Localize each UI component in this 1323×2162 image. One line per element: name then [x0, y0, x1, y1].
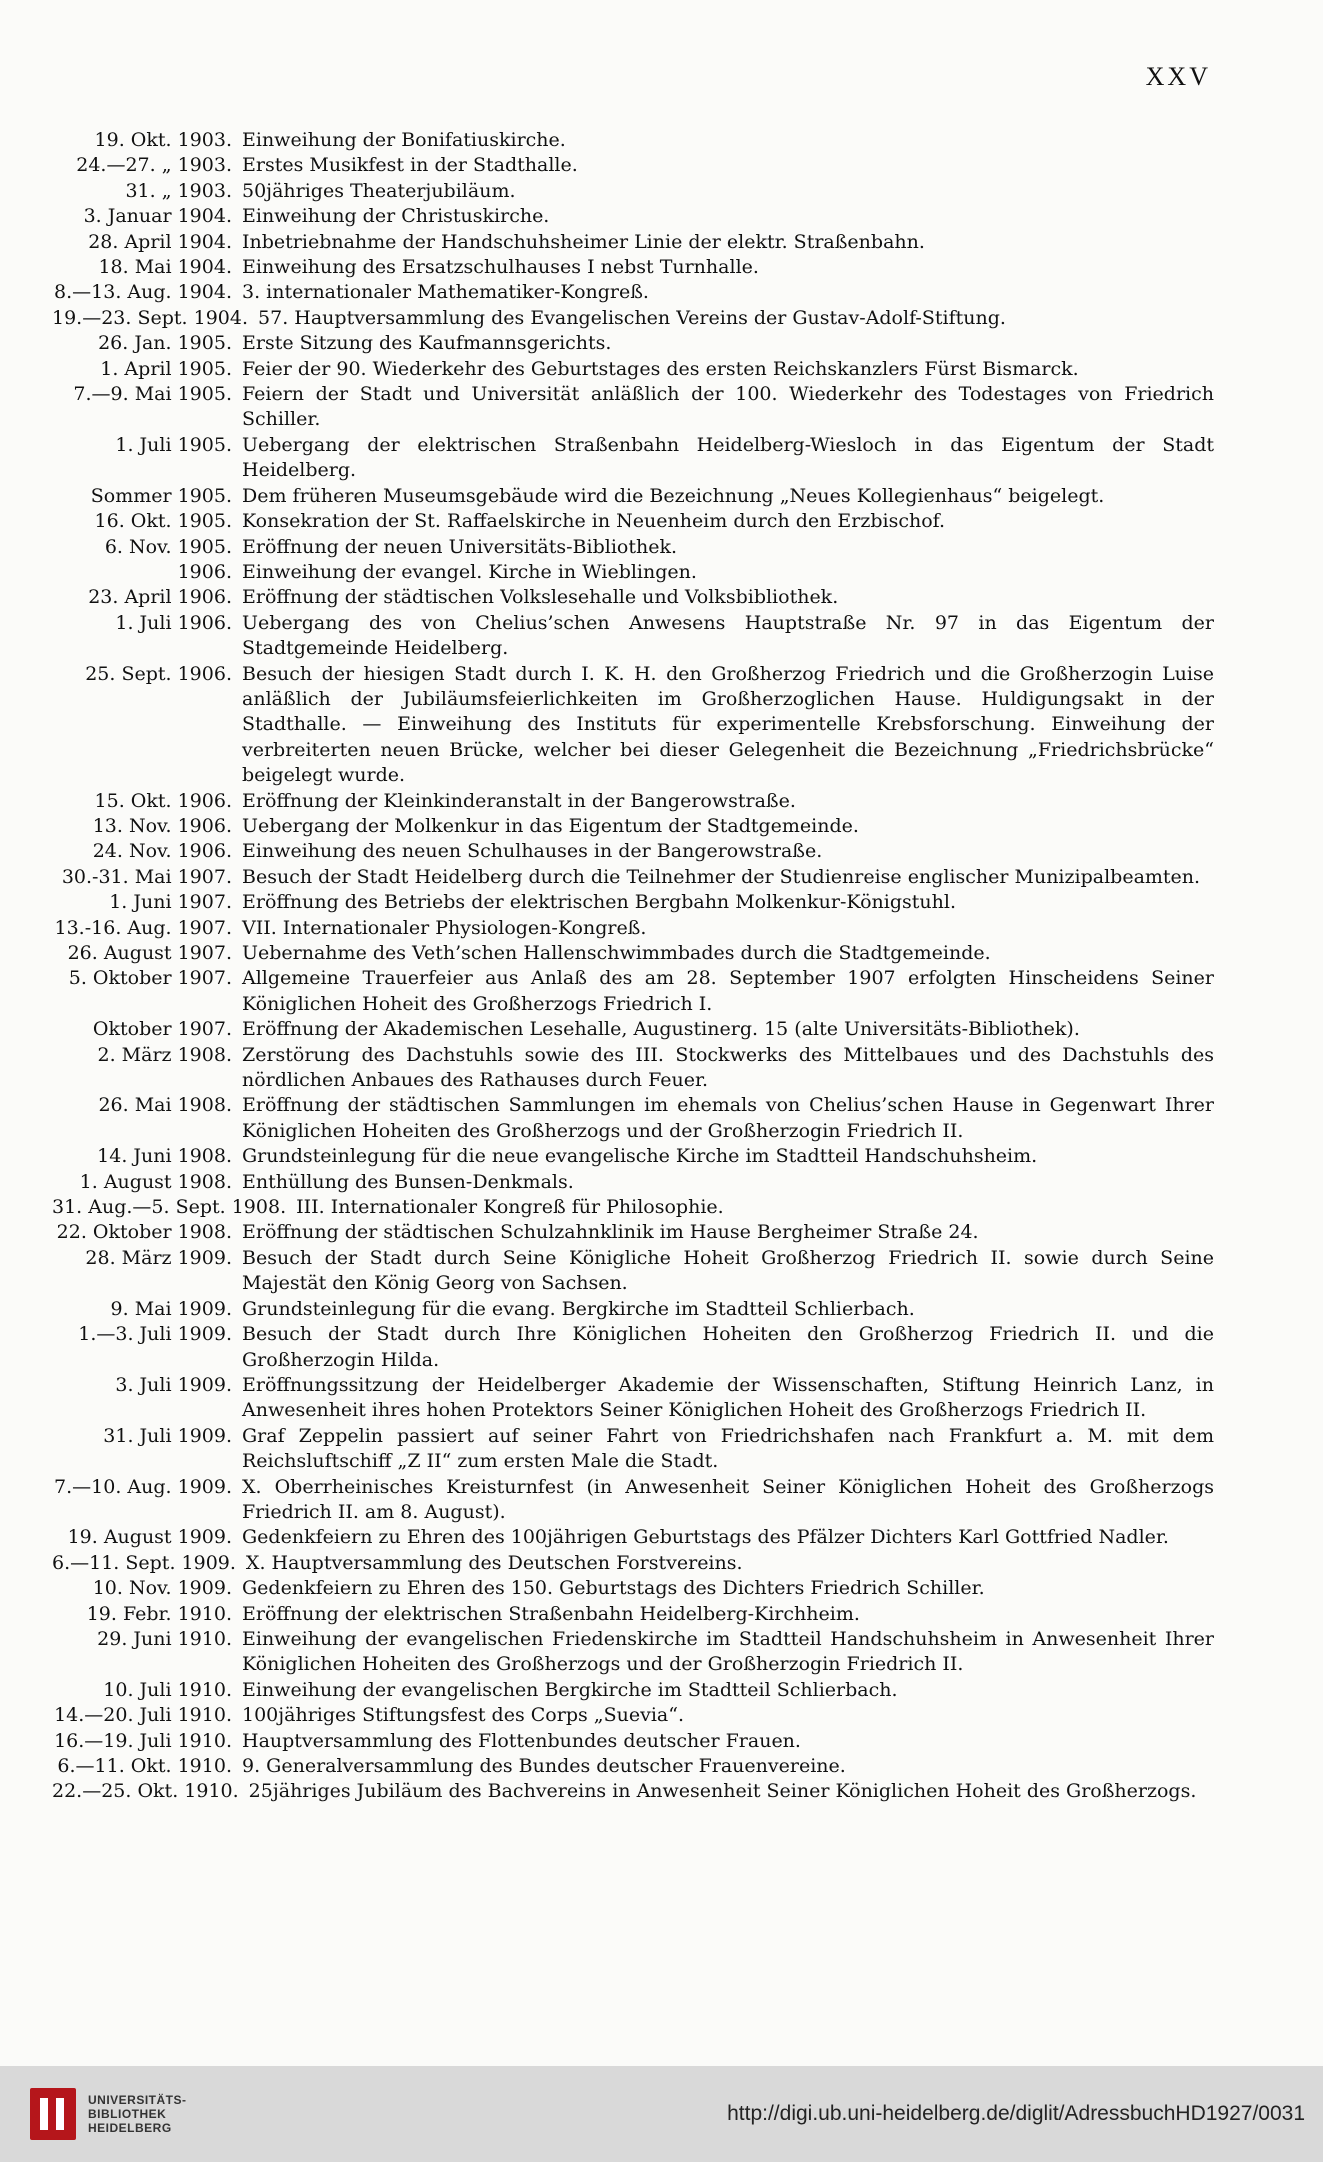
chronicle-entry	[52, 1220, 1214, 1245]
chronicle-entry	[52, 1602, 1214, 1627]
entry-text: 50jähriges Theaterjubiläum.	[242, 179, 516, 202]
entry-date: 13.-16. Aug. 1907.	[54, 916, 232, 939]
chronicle-entry	[52, 128, 1214, 153]
entry-text: Eröffnung der städtischen Sammlungen im ehemals von Chelius’schen Hause in Gegenwart Ihrer Königlichen Hoheiten des Großherzogs und der Großherzogin Friedrich II.	[242, 1094, 1214, 1142]
chronicle-entry	[52, 1322, 1214, 1373]
chronicle-entry	[52, 1729, 1214, 1754]
entry-text: Inbetriebnahme der Handschuhsheimer Linie der elektr. Straßenbahn.	[242, 230, 925, 253]
entry-date: 7.—9. Mai 1905.	[73, 383, 232, 406]
entry-text: X. Oberrheinisches Kreisturnfest (in Anwesenheit Seiner Königlichen Hoheit des Großherzogs Friedrich II. am 8. August).	[242, 1475, 1214, 1523]
chronicle-entry	[52, 509, 1214, 534]
entry-date: 10. Nov. 1909.	[92, 1577, 232, 1600]
entry-date: 13. Nov. 1906.	[92, 814, 232, 837]
entry-text: Erstes Musikfest in der Stadthalle.	[242, 154, 578, 177]
entry-date: 3. Januar 1904.	[83, 205, 232, 228]
chronicle-entry	[52, 814, 1214, 839]
entry-date: Sommer 1905.	[90, 484, 232, 507]
chronicle-entry	[52, 789, 1214, 814]
entry-text: Eröffnung der Akademischen Lesehalle, Augustinerg. 15 (alte Universitäts-Bibliothek).	[242, 1018, 1080, 1041]
chronicle-entry	[52, 1754, 1214, 1779]
chronicle-entry	[52, 1576, 1214, 1601]
entry-text: Besuch der hiesigen Stadt durch I. K. H. den Großherzog Friedrich und die Großherzogin Luise anläßlich der Jubiläumsfeierlichkeiten im Großherzoglichen Hause. Huldigungsakt in der Stadthalle. — Einweihung des Instituts für experimentelle Krebsforschung. Einweihung der verbreiterten neuen Brücke, welcher bei dieser Gelegenheit die Bezeichnung „Friedrichsbrücke“ beigelegt wurde.	[242, 662, 1214, 787]
entry-date: 24.—27. „ 1903.	[76, 154, 232, 177]
chronicle-entry	[52, 433, 1214, 484]
entry-date: 30.-31. Mai 1907.	[61, 865, 232, 888]
entry-date: 31. Aug.—5. Sept. 1908.	[52, 1196, 287, 1219]
chronicle-entry	[52, 306, 1214, 331]
chronicle-entry	[52, 560, 1214, 585]
entry-date: Oktober 1907.	[92, 1018, 232, 1041]
entry-date: 18. Mai 1904.	[98, 256, 232, 279]
entry-text: Einweihung der evangelischen Bergkirche im Stadtteil Schlierbach.	[242, 1678, 898, 1701]
entry-text: 9. Generalversammlung des Bundes deutscher Frauenvereine.	[242, 1755, 846, 1777]
entry-date: 19. Febr. 1910.	[86, 1602, 232, 1625]
entry-text: Eröffnung der neuen Universitäts-Bibliothek.	[242, 535, 678, 558]
entry-date: 9. Mai 1909.	[110, 1297, 232, 1320]
source-url-link[interactable]: http://digi.ub.uni-heidelberg.de/diglit/AdressbuchHD1927/0031	[727, 2102, 1305, 2125]
entry-text: Einweihung der Christuskirche.	[242, 205, 550, 228]
entry-date: 26. Mai 1908.	[98, 1094, 232, 1117]
chronicle-entry	[52, 1093, 1214, 1144]
library-logo[interactable]	[30, 2088, 187, 2140]
entry-text: 3. internationaler Mathematiker-Kongreß.	[242, 281, 649, 304]
entry-date: 1. Juli 1905.	[115, 433, 232, 456]
chronicle-entry	[52, 865, 1214, 890]
entry-date: 6. Nov. 1905.	[104, 535, 232, 558]
viewer-footer	[0, 2066, 1323, 2162]
entry-date: 24. Nov. 1906.	[92, 840, 232, 863]
chronicle-entry	[52, 1424, 1214, 1475]
entry-text: Eröffnung der Kleinkinderanstalt in der Bangerowstraße.	[242, 789, 796, 812]
chronicle-entry	[52, 1017, 1214, 1042]
chronicle-entry	[52, 1246, 1214, 1297]
entry-date: 1906.	[177, 560, 232, 583]
entry-text: Grundsteinlegung für die neue evangelische Kirche im Stadtteil Handschuhsheim.	[242, 1145, 1038, 1168]
entry-date: 14. Juni 1908.	[97, 1145, 232, 1168]
entry-text: 100jähriges Stiftungsfest des Corps „Suevia“.	[242, 1704, 685, 1727]
entry-date: 22.—25. Okt. 1910.	[52, 1780, 239, 1803]
chronicle-entry	[52, 179, 1214, 204]
entry-text: Eröffnung der städtischen Volkslesehalle und Volksbibliothek.	[242, 586, 839, 609]
entry-text: Hauptversammlung des Flottenbundes deutscher Frauen.	[242, 1729, 801, 1752]
entry-text: X. Hauptversammlung des Deutschen Forstvereins.	[245, 1551, 743, 1574]
chronicle-entry	[52, 484, 1214, 509]
logo-line: BIBLIOTHEK	[88, 2107, 167, 2121]
chronicle-entry	[52, 1551, 1214, 1576]
entry-date: 25. Sept. 1906.	[85, 662, 232, 685]
entry-text: Gedenkfeiern zu Ehren des 100jährigen Geburtstags des Pfälzer Dichters Karl Gottfried Nadler.	[242, 1526, 1169, 1549]
entry-date: 8.—13. Aug. 1904.	[54, 281, 232, 304]
entry-date: 31. „ 1903.	[125, 179, 232, 202]
entry-date: 19. Okt. 1903.	[94, 129, 232, 151]
chronicle-entry	[52, 890, 1214, 915]
chronicle-list	[52, 128, 1214, 1805]
entry-date: 6.—11. Okt. 1910.	[57, 1755, 232, 1777]
entry-date: 16.—19. Juli 1910.	[54, 1729, 232, 1752]
entry-text: Konsekration der St. Raffaelskirche in Neuenheim durch den Erzbischof.	[242, 510, 946, 533]
chronicle-entry	[52, 357, 1214, 382]
entry-text: III. Internationaler Kongreß für Philosophie.	[296, 1196, 724, 1219]
entry-text: Allgemeine Trauerfeier aus Anlaß des am 28. September 1907 erfolgten Hinscheidens Seiner Königlichen Hoheit des Großherzogs Friedrich I.	[242, 967, 1214, 1015]
entry-text: Besuch der Stadt durch Seine Königliche Hoheit Großherzog Friedrich II. sowie durch Seine Majestät den König Georg von Sachsen.	[242, 1246, 1214, 1295]
chronicle-entry	[52, 1195, 1214, 1220]
entry-text: Uebergang der elektrischen Straßenbahn Heidelberg-Wiesloch in das Eigentum der Stadt Heidelberg.	[242, 433, 1214, 482]
chronicle-entry	[52, 1703, 1214, 1728]
entry-date: 1. Juli 1906.	[115, 611, 232, 634]
entry-date: 7.—10. Aug. 1909.	[54, 1475, 232, 1498]
entry-text: Einweihung des Ersatzschulhauses I nebst Turnhalle.	[242, 256, 759, 279]
chronicle-entry	[52, 916, 1214, 941]
chronicle-entry	[52, 204, 1214, 229]
entry-date: 19. August 1909.	[67, 1526, 232, 1549]
entry-date: 26. August 1907.	[67, 942, 232, 964]
logo-line: HEIDELBERG	[88, 2121, 172, 2135]
entry-text: Feiern der Stadt und Universität anläßlich der 100. Wiederkehr des Todestages von Friedrich Schiller.	[242, 383, 1214, 431]
entry-text: Eröffnung der städtischen Schulzahnklinik im Hause Bergheimer Straße 24.	[242, 1221, 979, 1244]
entry-text: Einweihung der evangelischen Friedenskirche im Stadtteil Handschuhsheim in Anwesenheit Ihrer Königlichen Hoheiten des Großherzogs und der Großherzogin Friedrich II.	[242, 1627, 1214, 1676]
entry-date: 1. Juni 1907.	[109, 891, 232, 914]
chronicle-entry	[52, 153, 1214, 178]
entry-text: Zerstörung des Dachstuhls sowie des III. Stockwerks des Mittelbaues und des Dachstuhls des nördlichen Anbaues des Rathauses durch Feuer.	[242, 1043, 1214, 1092]
library-logo-icon	[30, 2088, 76, 2140]
chronicle-entry	[52, 280, 1214, 305]
chronicle-entry	[52, 535, 1214, 560]
entry-text: Dem früheren Museumsgebäude wird die Bezeichnung „Neues Kollegienhaus“ beigelegt.	[242, 484, 1105, 507]
entry-date: 1. April 1905.	[100, 357, 232, 380]
entry-text: VII. Internationaler Physiologen-Kongreß.	[242, 916, 647, 939]
entry-date: 19.—23. Sept. 1904.	[52, 306, 249, 329]
entry-date: 26. Jan. 1905.	[98, 332, 232, 355]
chronicle-entry	[52, 1170, 1214, 1195]
entry-date: 22. Oktober 1908.	[56, 1221, 232, 1244]
chronicle-entry	[52, 585, 1214, 610]
entry-date: 31. Juli 1909.	[103, 1424, 232, 1447]
entry-date: 28. März 1909.	[85, 1246, 232, 1269]
entry-text: Eröffnung des Betriebs der elektrischen Bergbahn Molkenkur-Königstuhl.	[242, 891, 956, 914]
entry-date: 2. März 1908.	[97, 1043, 232, 1066]
entry-text: Besuch der Stadt Heidelberg durch die Teilnehmer der Studienreise englischer Munizipalbeamten.	[242, 865, 1201, 888]
chronicle-entry	[52, 331, 1214, 356]
entry-text: Eröffnung der elektrischen Straßenbahn Heidelberg-Kirchheim.	[242, 1602, 860, 1625]
entry-text: 57. Hauptversammlung des Evangelischen Vereins der Gustav-Adolf-Stiftung.	[258, 306, 1006, 329]
entry-text: Feier der 90. Wiederkehr des Geburtstages des ersten Reichskanzlers Fürst Bismarck.	[242, 357, 1079, 380]
entry-text: Graf Zeppelin passiert auf seiner Fahrt von Friedrichshafen nach Frankfurt a. M. mit dem Reichsluftschiff „Z II“ zum ersten Male die Stadt.	[242, 1424, 1214, 1473]
entry-date: 28. April 1904.	[88, 230, 232, 253]
entry-date: 5. Oktober 1907.	[68, 967, 232, 990]
entry-text: Erste Sitzung des Kaufmannsgerichts.	[242, 332, 612, 355]
chronicle-entry	[52, 255, 1214, 280]
entry-text: Einweihung der Bonifatiuskirche.	[242, 129, 566, 151]
chronicle-entry	[52, 1525, 1214, 1550]
library-logo-text	[88, 2093, 187, 2135]
chronicle-entry	[52, 230, 1214, 255]
chronicle-entry	[52, 1043, 1214, 1094]
entry-text: Gedenkfeiern zu Ehren des 150. Geburtstags des Dichters Friedrich Schiller.	[242, 1577, 985, 1600]
chronicle-entry	[52, 1297, 1214, 1322]
entry-date: 10. Juli 1910.	[103, 1678, 232, 1701]
entry-date: 1.—3. Juli 1909.	[78, 1323, 232, 1346]
chronicle-entry	[52, 1779, 1214, 1804]
chronicle-entry	[52, 839, 1214, 864]
page-number: XXV	[1145, 62, 1211, 91]
chronicle-entry	[52, 1144, 1214, 1169]
entry-text: Eröffnungssitzung der Heidelberger Akademie der Wissenschaften, Stiftung Heinrich Lanz, in Anwesenheit ihres hohen Protektors Seiner Königlichen Hoheit des Großherzogs Friedrich II.	[242, 1373, 1214, 1422]
chronicle-entry	[52, 1373, 1214, 1424]
chronicle-entry	[52, 1475, 1214, 1526]
chronicle-entry	[52, 1678, 1214, 1703]
entry-text: Einweihung der evangel. Kirche in Wieblingen.	[242, 560, 697, 583]
entry-text: 25jähriges Jubiläum des Bachvereins in Anwesenheit Seiner Königlichen Hoheit des Großherzogs.	[248, 1780, 1197, 1803]
entry-text: Uebernahme des Veth’schen Hallenschwimmbades durch die Stadtgemeinde.	[242, 942, 991, 964]
entry-text: Grundsteinlegung für die evang. Bergkirche im Stadtteil Schlierbach.	[242, 1297, 915, 1320]
entry-date: 15. Okt. 1906.	[94, 789, 232, 812]
entry-date: 16. Okt. 1905.	[94, 510, 232, 533]
entry-date: 23. April 1906.	[88, 586, 232, 609]
chronicle-entry	[52, 966, 1214, 1017]
entry-text: Besuch der Stadt durch Ihre Königlichen Hoheiten den Großherzog Friedrich II. und die Großherzogin Hilda.	[242, 1323, 1214, 1371]
entry-date: 6.—11. Sept. 1909.	[52, 1551, 236, 1574]
entry-date: 3. Juli 1909.	[115, 1373, 232, 1396]
entry-text: Enthüllung des Bunsen-Denkmals.	[242, 1170, 574, 1193]
entry-date: 1. August 1908.	[79, 1170, 232, 1193]
chronicle-entry	[52, 662, 1214, 789]
entry-text: Einweihung des neuen Schulhauses in der Bangerowstraße.	[242, 840, 823, 863]
entry-date: 29. Juni 1910.	[97, 1627, 232, 1650]
entry-date: 14.—20. Juli 1910.	[54, 1704, 232, 1727]
chronicle-entry	[52, 611, 1214, 662]
chronicle-entry	[52, 941, 1214, 966]
chronicle-entry	[52, 1627, 1214, 1678]
logo-line: UNIVERSITÄTS-	[88, 2093, 187, 2107]
chronicle-entry	[52, 382, 1214, 433]
entry-text: Uebergang des von Chelius’schen Anwesens Hauptstraße Nr. 97 in das Eigentum der Stadtgemeinde Heidelberg.	[242, 611, 1214, 660]
entry-text: Uebergang der Molkenkur in das Eigentum der Stadtgemeinde.	[242, 814, 859, 837]
